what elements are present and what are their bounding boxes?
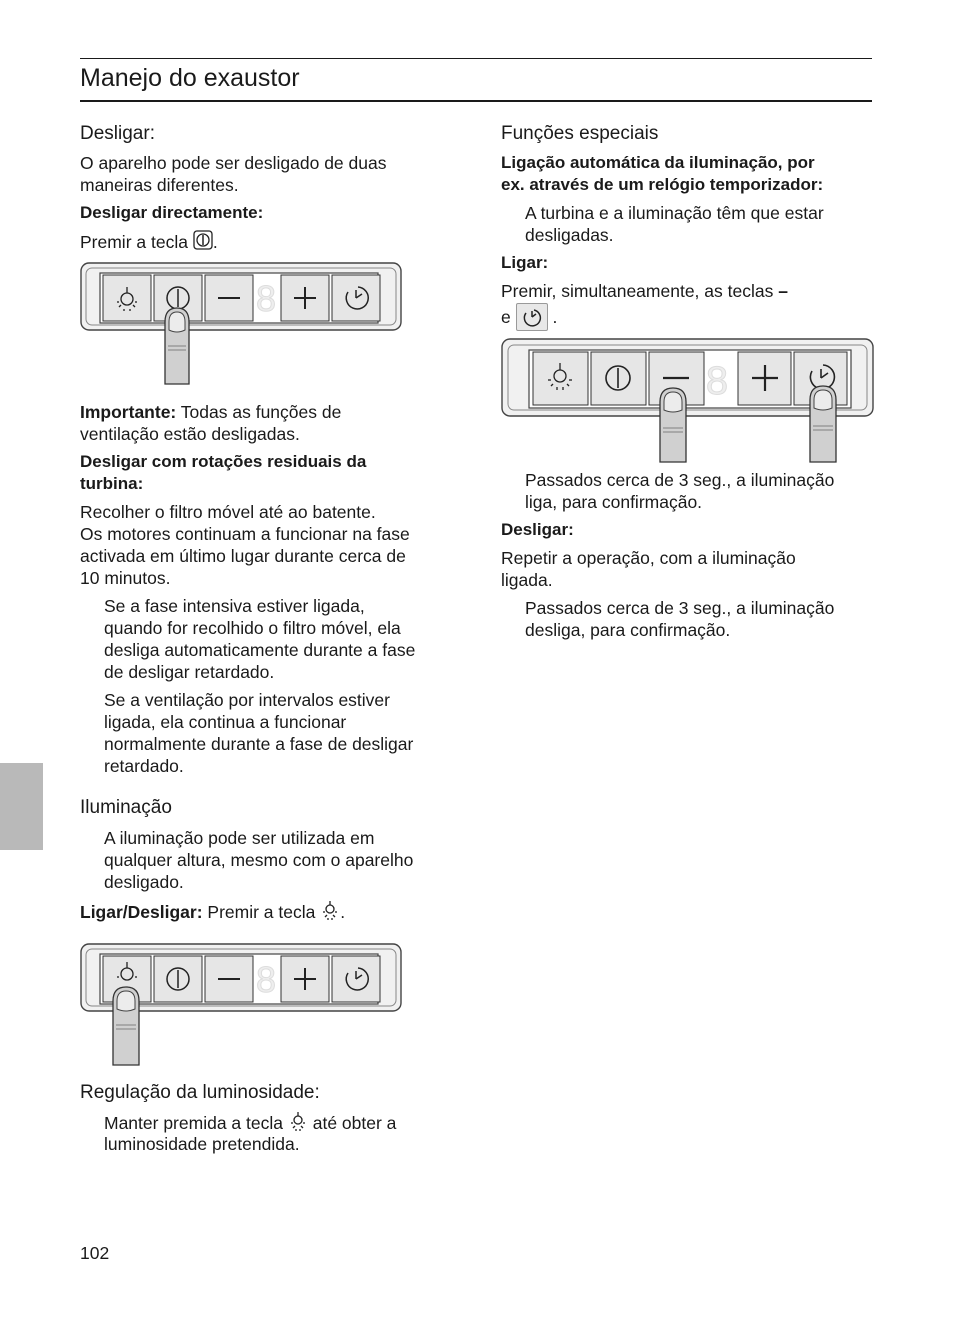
desligar-intro-1: O aparelho pode ser desligado de duas <box>80 153 387 173</box>
timer-icon <box>517 304 547 330</box>
regulacao-note-2: luminosidade pretendida. <box>104 1134 300 1154</box>
funcoes-sub-2: ex. através de um relógio temporizador: <box>501 175 824 194</box>
digit-display <box>256 278 276 319</box>
importante-text-1: Todas as funções de <box>176 402 342 422</box>
residual-heading-1: Desligar com rotações residuais da <box>80 452 367 471</box>
digit-display <box>256 959 276 1000</box>
control-panel-light <box>80 943 402 1067</box>
ligar-text-1 <box>501 280 788 302</box>
funcoes-sub-1: Ligação automática da iluminação, por <box>501 153 815 172</box>
ligar-note-1: Passados cerca de 3 seg., a iluminação <box>525 470 835 490</box>
residual-body-1: Recolher o filtro móvel até ao batente. <box>80 502 376 522</box>
section-tab <box>0 763 43 850</box>
desligar-direct-label: Desligar directamente: <box>80 203 264 222</box>
residual-note2-2: ligada, ela continua a funcionar <box>104 712 347 732</box>
finger-icon <box>113 987 139 1065</box>
residual-note1-3: desliga automaticamente durante a fase <box>104 640 416 660</box>
residual-note1-1: Se a fase intensiva estiver ligada, <box>104 596 365 616</box>
finger-icon <box>165 308 189 384</box>
iluminacao-toggle-text: Premir a tecla <box>202 902 316 922</box>
importante-label: Importante: <box>80 402 177 422</box>
residual-note2-4: retardado. <box>104 756 184 776</box>
light-button[interactable] <box>103 275 151 321</box>
desligar-intro-2: maneiras diferentes. <box>80 175 239 195</box>
desligar-press-text: Premir a tecla <box>80 232 188 252</box>
timer-button[interactable] <box>332 956 380 1002</box>
funcoes-heading: Funções especiais <box>501 123 659 144</box>
timer-button[interactable] <box>332 275 380 321</box>
regulacao-heading: Regulação da luminosidade: <box>80 1082 320 1103</box>
ligar-text-1-main: Premir, simultaneamente, as teclas <box>501 281 779 301</box>
iluminacao-toggle-end: . <box>340 902 346 922</box>
minus-button[interactable] <box>205 275 253 321</box>
desligar-press-line <box>80 230 218 253</box>
iluminacao-toggle-label: Ligar/Desligar: <box>80 902 203 922</box>
importante-line-2: ventilação estão desligadas. <box>80 424 300 444</box>
regulacao-note-text-1: Manter premida a tecla <box>104 1113 283 1133</box>
iluminacao-toggle-line <box>80 900 345 923</box>
plus-button[interactable] <box>281 275 329 321</box>
light-icon <box>320 900 340 922</box>
timer-key-inline <box>516 303 548 331</box>
residual-note2-3: normalmente durante a fase de desligar <box>104 734 414 754</box>
minus-button[interactable] <box>205 956 253 1002</box>
finger-icon <box>810 386 836 462</box>
plus-button[interactable] <box>738 352 791 405</box>
page-title: Manejo do exaustor <box>80 64 300 92</box>
iluminacao-note-3: desligado. <box>104 872 184 892</box>
regulacao-note-1 <box>104 1111 396 1134</box>
ligar-text-2-end: . <box>552 307 558 327</box>
iluminacao-heading: Iluminação <box>80 797 172 818</box>
funcoes-note-2: desligadas. <box>525 225 614 245</box>
desligar-press-end: . <box>212 232 218 252</box>
residual-note1-2: quando for recolhido o filtro móvel, ela <box>104 618 401 638</box>
ligar-text-2-e: e <box>501 307 511 327</box>
digit-display-icon: 8 <box>255 959 277 1000</box>
ligar-label: Ligar: <box>501 253 549 272</box>
desligar-right-label: Desligar: <box>501 520 574 539</box>
desligar-right-text-1: Repetir a operação, com a iluminação <box>501 548 796 568</box>
finger-icon <box>660 388 686 462</box>
control-panel-power <box>80 262 402 386</box>
desligar-right-note-1: Passados cerca de 3 seg., a iluminação <box>525 598 835 618</box>
ligar-text-2 <box>501 303 557 331</box>
iluminacao-note-2: qualquer altura, mesmo com o aparelho <box>104 850 414 870</box>
page-number: 102 <box>80 1243 110 1263</box>
regulacao-note-text-1b: até obter a <box>307 1113 397 1133</box>
plus-button[interactable] <box>281 956 329 1002</box>
digit-display-icon: 8 <box>705 359 729 403</box>
power-icon <box>193 230 213 250</box>
iluminacao-note-1: A iluminação pode ser utilizada em <box>104 828 375 848</box>
residual-heading-2: turbina: <box>80 474 144 493</box>
funcoes-note-1: A turbina e a iluminação têm que estar <box>525 203 824 223</box>
residual-body-2: Os motores continuam a funcionar na fase <box>80 524 410 544</box>
residual-body-4: 10 minutos. <box>80 568 171 588</box>
desligar-heading: Desligar: <box>80 123 155 144</box>
top-rule <box>80 58 872 59</box>
residual-body-3: activada em último lugar durante cerca de <box>80 546 406 566</box>
power-button[interactable] <box>154 956 202 1002</box>
importante-line-1 <box>80 401 341 423</box>
power-button[interactable] <box>591 352 646 405</box>
ligar-note-2: liga, para confirmação. <box>525 492 703 512</box>
digit-display <box>706 359 728 403</box>
light-button[interactable] <box>533 352 588 405</box>
title-rule <box>80 100 872 102</box>
residual-note1-4: de desligar retardado. <box>104 662 275 682</box>
digit-display-icon: 8 <box>255 278 277 319</box>
ligar-dash: – <box>778 281 788 301</box>
residual-note2-1: Se a ventilação por intervalos estiver <box>104 690 390 710</box>
desligar-right-text-2: ligada. <box>501 570 553 590</box>
control-panel-minus-timer <box>501 338 875 464</box>
light-icon <box>288 1111 308 1133</box>
desligar-right-note-2: desliga, para confirmação. <box>525 620 731 640</box>
